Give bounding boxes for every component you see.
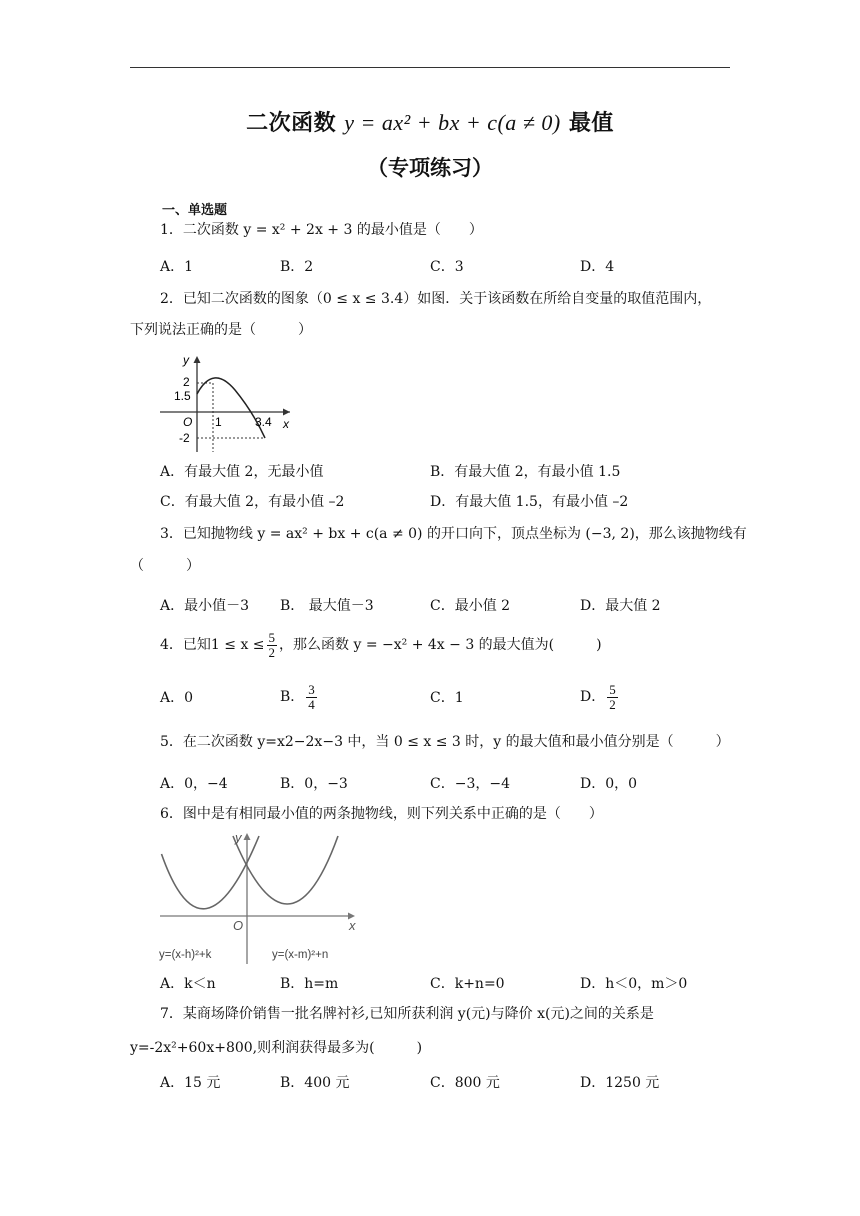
q7-option-d[interactable]: D．1250 元 [580, 1075, 660, 1091]
q5-option-c[interactable]: C．−3，−4 [430, 776, 510, 792]
q5-option-b[interactable]: B．0，−3 [280, 776, 348, 792]
right-parabola-label: y=(x-m)²+n [272, 949, 329, 961]
title-suffix: 最值 [568, 110, 614, 136]
right-parabola [233, 836, 338, 904]
left-parabola [162, 836, 260, 909]
q6-option-c[interactable]: C．k+n=0 [430, 976, 505, 992]
q7-option-c[interactable]: C．800 元 [430, 1075, 500, 1091]
q2-option-d[interactable]: D．有最大值 1.5，有最小值 –2 [430, 494, 629, 510]
q1-option-c[interactable]: C．3 [430, 259, 464, 275]
question-1: 1．二次函数 y = x² + 2x + 3 的最小值是（ ） [160, 222, 483, 238]
graph-tick-1-5: 1.5 [174, 389, 191, 403]
graph-x-label: x [283, 417, 289, 431]
title-formula: y = ax² + bx + c(a ≠ 0) [344, 110, 561, 135]
q4-text-pre: 4．已知1 ≤ x ≤ [160, 637, 265, 653]
q3-option-d[interactable]: D．最大值 2 [580, 598, 661, 614]
page-subtitle: （专项练习） [367, 155, 493, 180]
q4-option-c[interactable]: C．1 [430, 690, 464, 706]
q5-option-a[interactable]: A．0，−4 [160, 776, 228, 792]
graph-origin-label: O [183, 415, 193, 429]
q4-option-d-fraction [607, 683, 618, 712]
question-2-line-1: 2．已知二次函数的图象（0 ≤ x ≤ 3.4）如图．关于该函数在所给自变量的取值范围内， [160, 291, 712, 307]
title-prefix: 二次函数 [246, 110, 337, 136]
q4-option-b-fraction [306, 683, 317, 712]
q4-option-d[interactable] [580, 680, 620, 714]
y-axis-arrow [194, 356, 201, 363]
question-7-line-1: 7．某商场降价销售一批名牌衬衫,已知所获利润 y(元)与降价 x(元)之间的关系是 [160, 1006, 654, 1022]
q3-option-b[interactable]: B． 最大值－3 [280, 598, 374, 614]
q4-option-b-label: B． [280, 689, 305, 705]
q4-fraction [267, 631, 278, 660]
q4-option-d-num: 5 [609, 681, 616, 697]
q1-option-a[interactable]: A．1 [160, 259, 194, 275]
q2-option-c[interactable]: C．有最大值 2，有最小值 –2 [160, 494, 345, 510]
q3-option-a[interactable]: A．最小值－3 [160, 598, 250, 614]
q1-option-b[interactable]: B．2 [280, 259, 314, 275]
graph-tick-1: 1 [215, 415, 222, 429]
q4-option-b-den: 4 [308, 696, 315, 712]
graph-x-label: x [349, 918, 356, 933]
q4-option-b-num: 3 [308, 681, 315, 697]
q3-option-c[interactable]: C．最小值 2 [430, 598, 511, 614]
q4-option-b[interactable] [280, 680, 319, 714]
q5-option-d[interactable]: D．0，0 [580, 776, 638, 792]
q1-option-d[interactable]: D．4 [580, 259, 615, 275]
q6-option-d[interactable]: D．h＜0，m＞0 [580, 976, 688, 992]
question-7-line-2: y=-2x²+60x+800,则利润获得最多为( ) [130, 1040, 423, 1056]
graph-origin-label: O [233, 918, 244, 933]
graph-tick-3-4: 3.4 [255, 415, 272, 429]
q2-option-b[interactable]: B．有最大值 2，有最小值 1.5 [430, 464, 621, 480]
graph-tick-2: 2 [183, 375, 190, 389]
question-5: 5．在二次函数 y=x2−2x−3 中，当 0 ≤ x ≤ 3 时，y 的最大值和最小值分别是（ ） [160, 734, 730, 750]
question-4 [160, 628, 602, 662]
question-3-line-1: 3．已知抛物线 y = ax² + bx + c(a ≠ 0) 的开口向下，顶点坐标为 (−3, 2)，那么该抛物线有 [160, 526, 747, 542]
graph-y-label: y [183, 353, 189, 367]
q4-frac-num: 5 [268, 629, 276, 645]
q4-frac-den: 2 [268, 644, 276, 660]
graph-y-label: y [235, 830, 242, 845]
y-axis-arrow [244, 833, 251, 840]
section-heading: 一、单选题 [162, 203, 228, 218]
q4-option-d-den: 2 [609, 696, 616, 712]
question-6: 6．图中是有相同最小值的两条抛物线，则下列关系中正确的是（ ） [160, 806, 603, 822]
header-rule [130, 67, 730, 68]
page-title [0, 106, 860, 137]
q2-graph [155, 350, 305, 455]
q7-option-a[interactable]: A．15 元 [160, 1075, 221, 1091]
q4-option-a[interactable]: A．0 [160, 690, 194, 706]
q6-graph [155, 826, 365, 966]
question-3-line-2: （ ） [130, 558, 200, 574]
left-parabola-label: y=(x-h)²+k [159, 949, 212, 961]
question-2-line-2: 下列说法正确的是（ ） [130, 322, 312, 338]
q6-option-b[interactable]: B．h=m [280, 976, 339, 992]
q7-option-b[interactable]: B．400 元 [280, 1075, 350, 1091]
q4-text-post: ，那么函数 y = −x² + 4x − 3 的最大值为( ) [279, 637, 602, 653]
q2-option-a[interactable]: A．有最大值 2，无最小值 [160, 464, 324, 480]
x-axis-arrow [283, 409, 290, 416]
q4-option-d-label: D． [580, 689, 606, 705]
graph-tick-neg-2: -2 [179, 431, 190, 445]
q6-option-a[interactable]: A．k＜n [160, 976, 216, 992]
